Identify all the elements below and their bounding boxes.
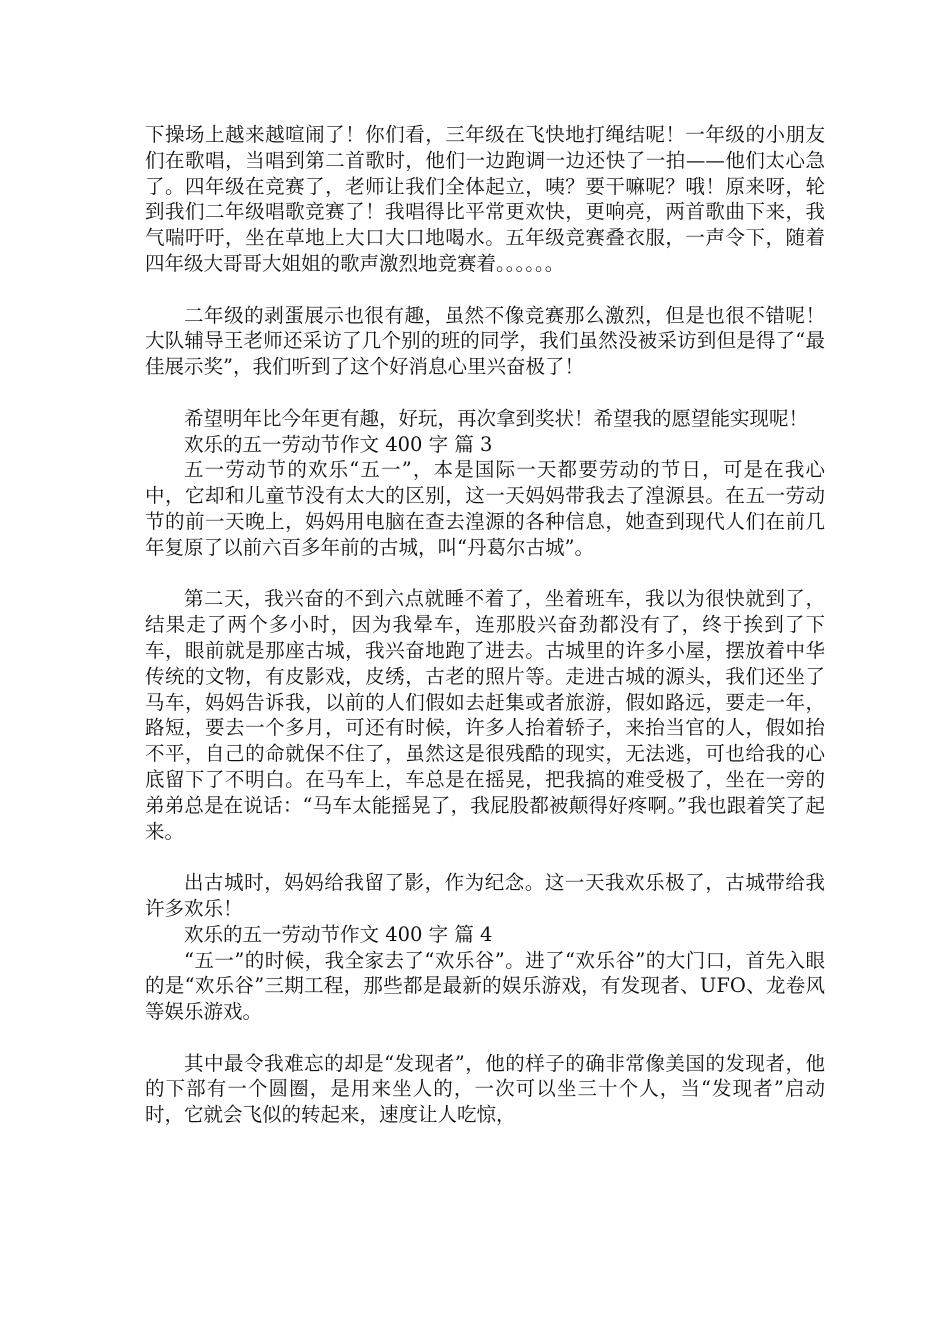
paragraph-6: 出古城时，妈妈给我留了影，作为纪念。这一天我欢乐极了，古城带给我许多欢乐！ — [145, 871, 825, 920]
paragraph-2: 二年级的剥蛋展示也很有趣，虽然不像竞赛那么激烈，但是也很不错呢！大队辅导王老师还采访了几个别的班的同学，我们虽然没被采访到但是得了“最佳展示奖”，我们听到了这个好消息心里兴奋极了！ — [145, 303, 825, 379]
paragraph-5: 第二天，我兴奋的不到六点就睡不着了，坐着班车，我以为很快就到了，结果走了两个多小时，因为我晕车，连那股兴奋劲都没有了，终于挨到了下车，眼前就是那座古城，我兴奋地跑了进去。古城里的许多小屋，摆放着中华传统的文物，有皮影戏，皮绣，古老的照片等。走进古城的源头，我们还坐了马车，妈妈告诉我，以前的人们假如去赶集或者旅游，假如路远，要走一年，路短，要去一个多月，可还有时候，许多人抬着轿子，来抬当官的人，假如抬不平，自己的命就保不住了，虽然这是很残酷的现实，无法逃，可也给我的心底留下了不明白。在马车上，车总是在摇晃，把我搞的难受极了，坐在一旁的弟弟总是在说话：“马车太能摇晃了，我屁股都被颠得好疼啊。”我也跟着笑了起来。 — [145, 587, 825, 843]
paragraph-7: “五一”的时候，我全家去了“欢乐谷”。进了“欢乐谷”的大门口，首先入眼的是“欢乐谷”三期工程，那些都是最新的娱乐游戏，有发现者、UFO、龙卷风等娱乐游戏。 — [145, 948, 825, 1024]
section-heading-3: 欢乐的五一劳动节作文 400 字 篇 3 — [184, 432, 493, 456]
document-page — [145, 122, 825, 1128]
section-heading-4: 欢乐的五一劳动节作文 400 字 篇 4 — [184, 922, 493, 946]
paragraph-8: 其中最令我难忘的却是“发现者”，他的样子的确非常像美国的发现者，他的下部有一个圆圈，是用来坐人的，一次可以坐三十个人，当“发现者”启动时，它就会飞似的转起来，速度让人吃惊， — [145, 1051, 825, 1127]
paragraph-4: 五一劳动节的欢乐“五一”，本是国际一天都要劳动的节日，可是在我心中，它却和儿童节没有太大的区别，这一天妈妈带我去了湟源县。在五一劳动节的前一天晚上，妈妈用电脑在查去湟源的各种信息，她查到现代人们在前几年复原了以前六百多年前的古城，叫“丹葛尔古城”。 — [145, 458, 825, 559]
paragraph-1: 下操场上越来越喧闹了！你们看，三年级在飞快地打绳结呢！一年级的小朋友们在歌唱，当唱到第二首歌时，他们一边跑调一边还快了一拍——他们太心急了。四年级在竞赛了，老师让我们全体起立，咦？要干嘛呢？哦！原来呀，轮到我们二年级唱歌竞赛了！我唱得比平常更欢快，更响亮，两首歌曲下来，我气喘吁吁，坐在草地上大口大口地喝水。五年级竞赛叠衣服，一声令下，随着四年级大哥哥大姐姐的歌声激烈地竞赛着。。。。。。 — [145, 123, 825, 275]
paragraph-3: 希望明年比今年更有趣，好玩，再次拿到奖状！希望我的愿望能实现呢！ — [184, 406, 809, 430]
